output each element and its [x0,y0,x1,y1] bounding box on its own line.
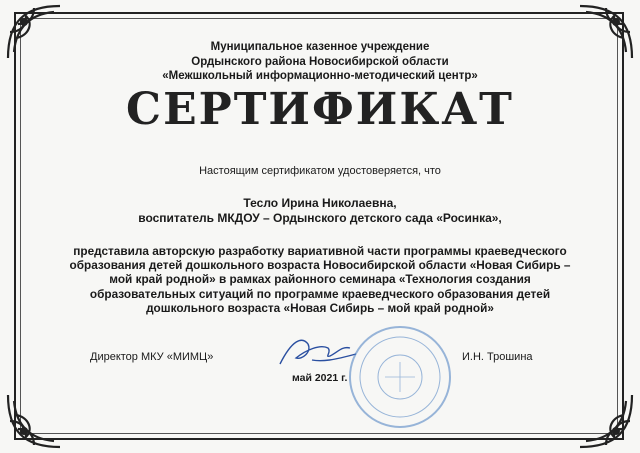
recipient-position: воспитатель МКДОУ – Ордынского детского сада «Росинка», [138,211,502,225]
body-line-5: дошкольного возраста «Новая Сибирь – мой край родной» [146,300,494,315]
organization-line-2: Ордынского района Новосибирской области [191,55,449,68]
certificate-body [60,244,580,315]
intro-text: Настоящим сертификатом удостоверяется, что [199,165,441,177]
director-label: Директор МКУ «МИМЦ» [90,351,214,363]
recipient-block [0,196,640,226]
body-line-1: представила авторскую разработку вариативной части программы краеведческого [73,244,567,258]
recipient-name: Тесло Ирина Николаевна, [243,196,397,210]
official-stamp-icon [345,322,455,432]
body-line-4: образовательных ситуаций по программе краеведческого образования детей [89,286,551,301]
organization-line-3: «Межшкольный информационно-методический центр» [162,70,478,82]
signer-name: И.Н. Трошина [462,351,533,363]
certificate-title: СЕРТИФИКАТ [126,84,514,135]
issue-date: май 2021 г. [292,372,348,384]
corner-ornament-icon [576,391,636,451]
organization-header [0,40,640,84]
corner-ornament-icon [4,391,64,451]
body-line-2: образования детей дошкольного возраста Новосибирской области «Новая Сибирь – [69,258,571,273]
organization-line-1: Муниципальное казенное учреждение [210,41,430,53]
body-line-3: мой край родной» в рамках районного семинара «Технология создания [109,272,531,287]
